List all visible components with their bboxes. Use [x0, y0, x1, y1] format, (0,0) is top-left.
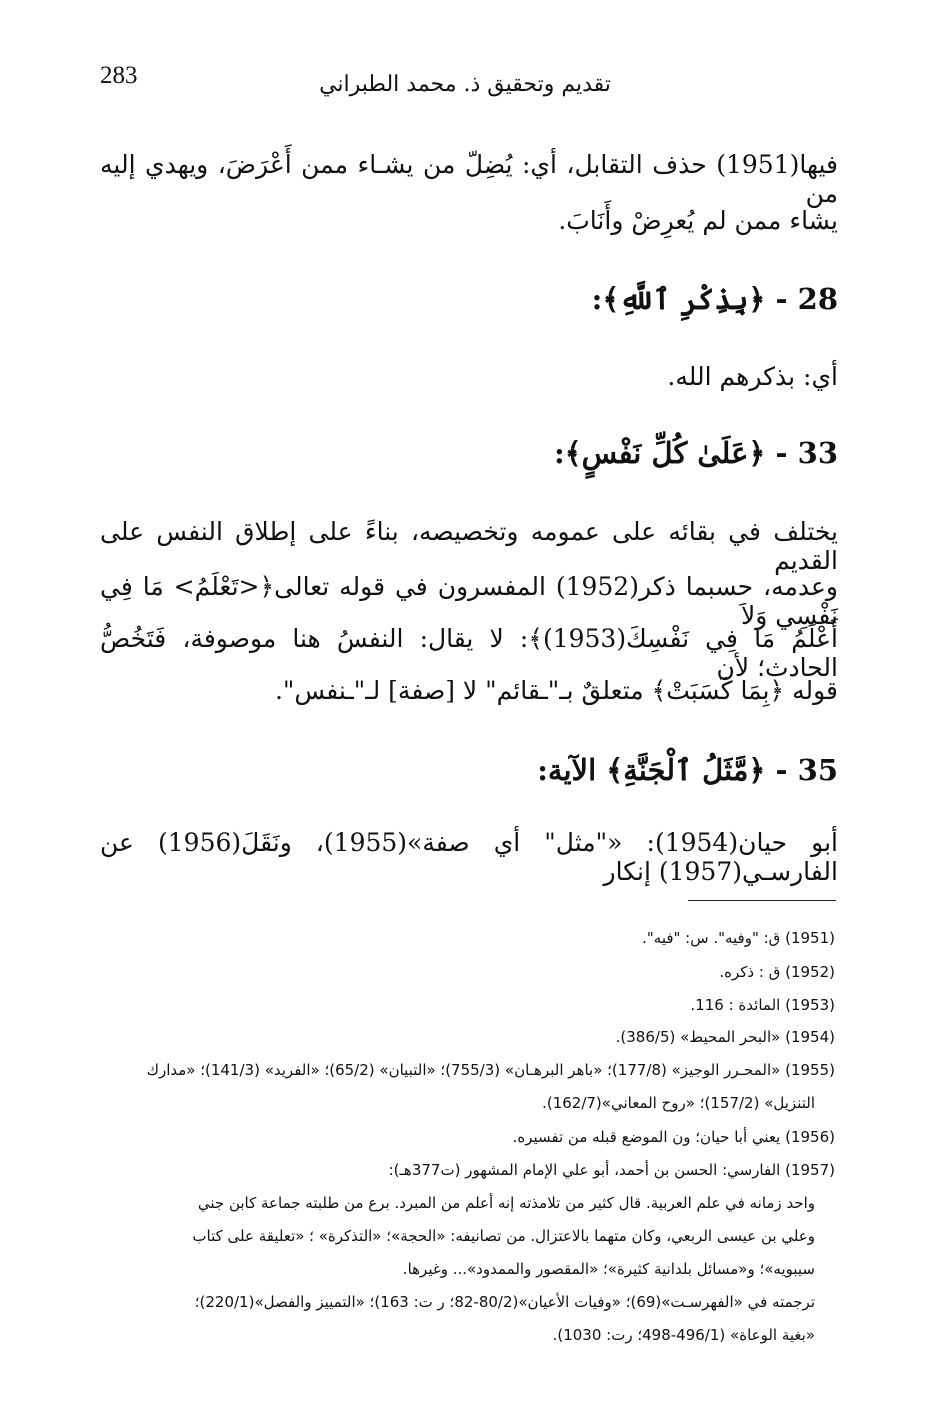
paragraph-line: يشاء ممن لم يُعرِضْ وأَنَابَ.	[558, 206, 838, 235]
footnote-1957-cont	[95, 1194, 835, 1212]
footnote-continuation: «بغية الوعاة» (496/1-498؛ رت: 1030).	[552, 1326, 815, 1344]
footnote-1955: (1955) «المحـرر الوجيز» (177/8)؛ «باهر البرهـان» (755/3)؛ «التبيان» (65/2)؛ «الفريد» (141/3)؛ «مدارك	[146, 1061, 835, 1079]
footnote-separator	[688, 900, 836, 901]
footnote-1957-cont	[95, 1260, 835, 1278]
section-heading-28: 28 - ﴿بِذِكْرِ ٱللَّهِ﴾:	[591, 282, 838, 316]
paragraph-line: أبو حيان(1954): «"مثل" أي صفة»(1955)، ونَقَلَ(1956) عن الفارسـي(1957) إنكار	[100, 828, 838, 886]
footnote-1955-cont	[95, 1094, 835, 1112]
paragraph-line: أي: بذكرهم الله.	[667, 362, 838, 391]
footnote-1957-cont	[95, 1326, 835, 1344]
footnote-continuation: سيبويه»؛ و«مسائل بلدانية كثيرة»؛ «المقصور والممدود»... وغيرها.	[402, 1260, 815, 1278]
paragraph-line: فيها(1951) حذف التقابل، أي: يُضِلّ من يشـاء ممن أَعْرَضَ، ويهدي إليه من	[100, 150, 838, 208]
footnote-1957-cont	[95, 1227, 835, 1245]
section-heading-35: 35 - ﴿مَّثَلُ ٱلْجَنَّةِ﴾ الآية:	[537, 753, 838, 787]
footnote-1954: (1954) «البحر المحيط» (386/5).	[615, 1028, 835, 1046]
page-number: 283	[100, 62, 138, 89]
running-header: تقديم وتحقيق ذ. محمد الطبراني	[319, 72, 611, 97]
footnote-continuation: التنزيل» (157/2)؛ «روح المعاني»(162/7).	[542, 1094, 815, 1112]
footnote-1952: (1952) ق : ذكره.	[719, 963, 835, 981]
footnote-continuation: واحد زمانه في علم العربية. قال كثير من تلامذته إنه أعلم من المبرد. برع من طلبته جماعة كابن جني	[197, 1194, 815, 1212]
paragraph-line: وعدمه، حسبما ذكر(1952) المفسرون في قوله تعالى﴿<تَعْلَمُ> مَا فِي نَفْسِي وَلاَ	[100, 572, 838, 630]
footnote-1953: (1953) المائدة : 116.	[690, 996, 835, 1014]
paragraph-line: قوله ﴿بِمَا كَسَبَتْ﴾ متعلقٌ بـ"ـقائم" لا [صفة] لـ"ـنفس".	[274, 676, 838, 705]
footnote-continuation: وعلي بن عيسى الربعي، وكان متهما بالاعتزال. من تصانيفه: «الحجة»؛ «التذكرة» ؛ «تعليقة على كتاب	[192, 1227, 815, 1245]
section-heading-33: 33 - ﴿عَلَىٰ كُلِّ نَفْسٍ﴾:	[553, 436, 838, 470]
footnote-1957: (1957) الفارسي: الحسن بن أحمد، أبو علي الإمام المشهور (ت377هـ):	[388, 1161, 835, 1179]
footnote-1957-cont	[95, 1293, 835, 1311]
paragraph-line: أَعْلَمُ مَا فِي نَفْسِكَ(1953)﴾: لا يقال: النفسُ هنا موصوفة، فَتَخُصُّ الحادث؛ لأن	[100, 624, 838, 682]
paragraph-line: يختلف في بقائه على عمومه وتخصيصه، بناءً على إطلاق النفس على القديم	[100, 517, 838, 575]
footnote-1956: (1956) يعني أبا حيان؛ ون الموضع قبله من تفسيره.	[512, 1128, 835, 1146]
footnote-1951: (1951) ق: "وفيه". س: "فيه".	[642, 929, 835, 947]
footnote-continuation: ترجمته في «الفهرسـت»(69)؛ «وفيات الأعيان»(80/2-82؛ ر ت: 163)؛ «التمييز والفصل»(220/1)؛	[194, 1293, 815, 1311]
